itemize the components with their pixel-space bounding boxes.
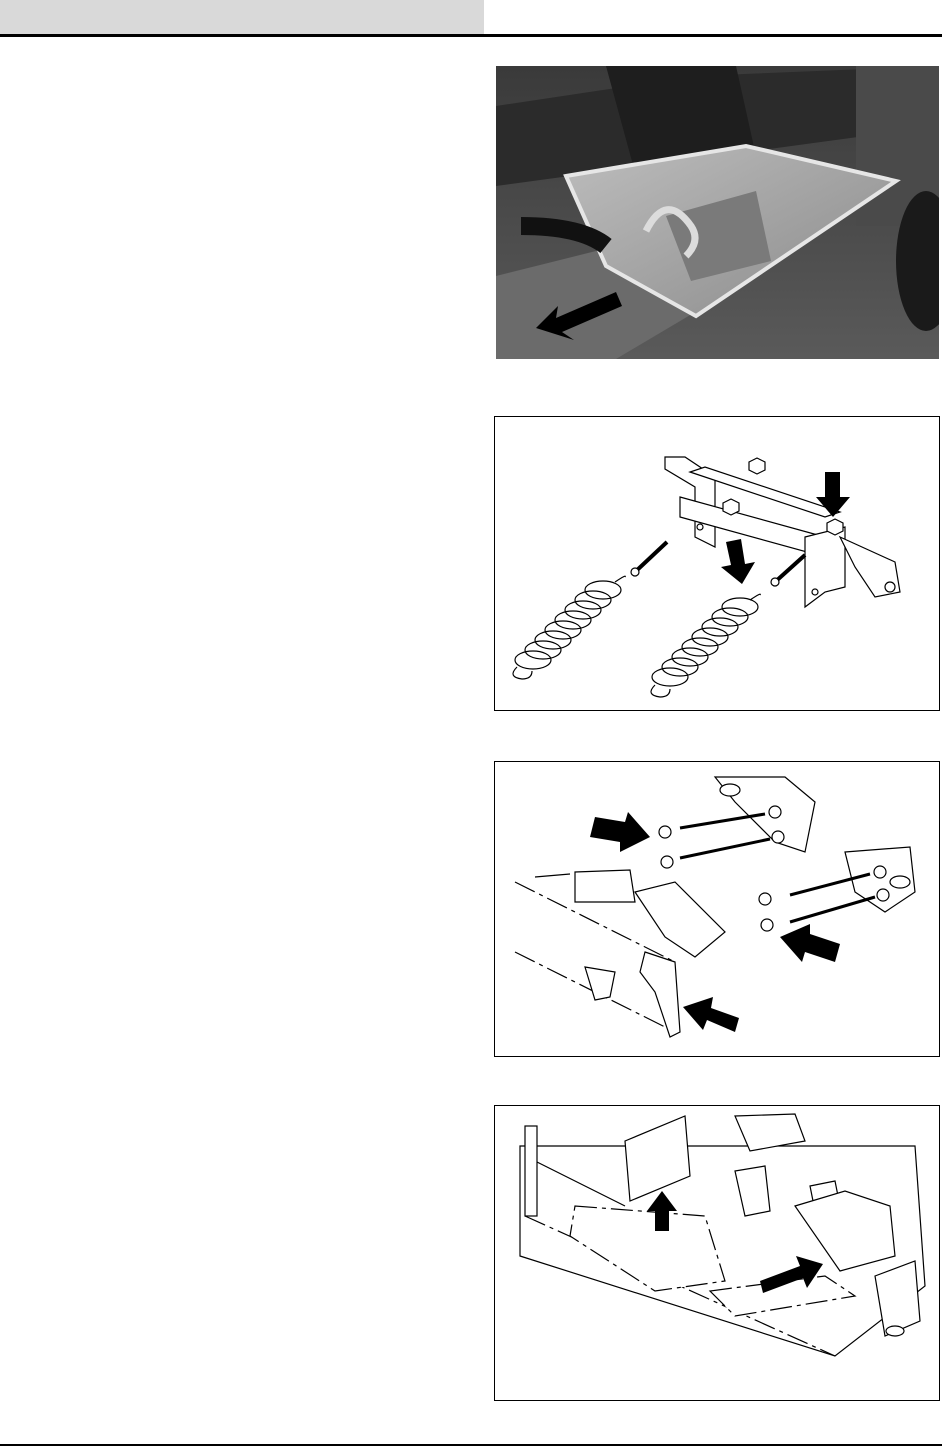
figure-tie-rods [494, 761, 940, 1057]
figure-spring-bracket [494, 416, 940, 711]
footer-rule [0, 1444, 942, 1446]
figure-frame-plates [494, 1105, 940, 1401]
figure-photo [496, 66, 939, 359]
header-tab [0, 0, 484, 34]
header-rule [0, 34, 942, 37]
